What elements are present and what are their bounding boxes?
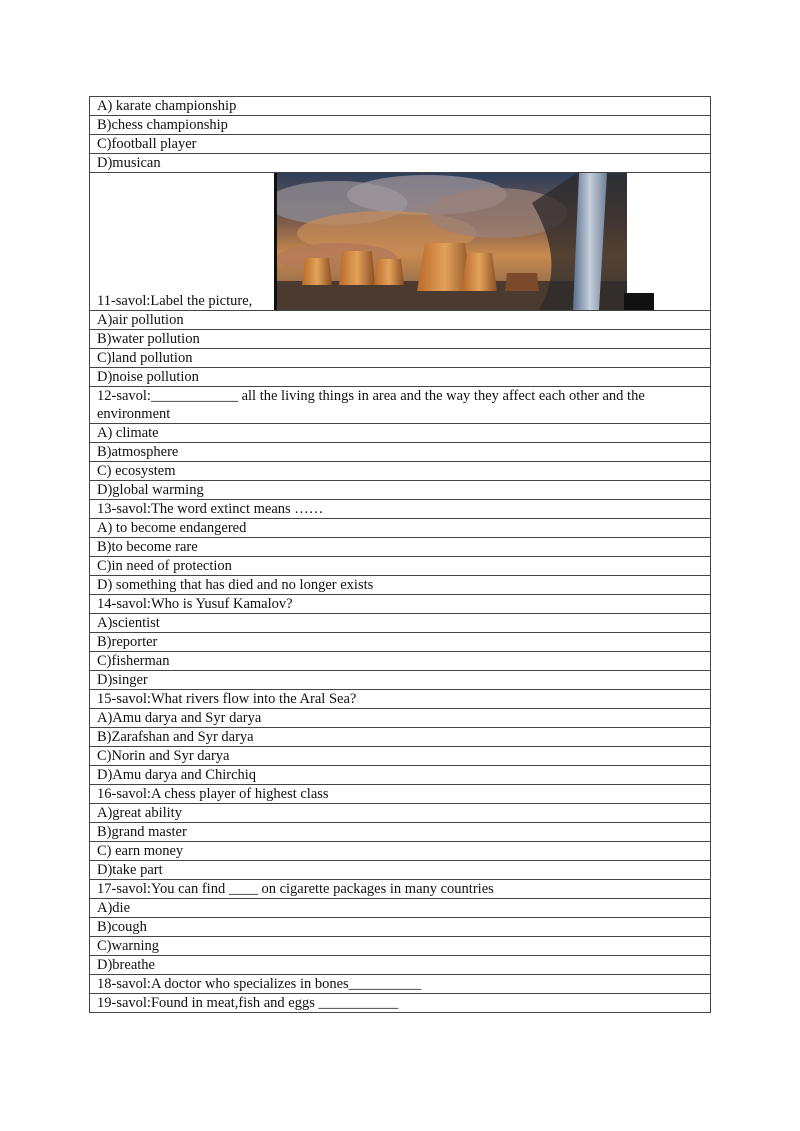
table-row bbox=[90, 595, 711, 614]
table-row bbox=[90, 709, 711, 728]
table-row bbox=[90, 785, 711, 804]
table-row bbox=[90, 173, 711, 311]
table-row bbox=[90, 97, 711, 116]
table-row bbox=[90, 671, 711, 690]
table-row bbox=[90, 842, 711, 861]
table-row bbox=[90, 956, 711, 975]
table-row bbox=[90, 861, 711, 880]
table-row bbox=[90, 975, 711, 994]
table-row bbox=[90, 349, 711, 368]
table-row bbox=[90, 728, 711, 747]
table-row bbox=[90, 880, 711, 899]
answer-option: C)warning bbox=[90, 937, 711, 956]
table-row bbox=[90, 823, 711, 842]
table-row bbox=[90, 937, 711, 956]
answer-option: B)to become rare bbox=[90, 538, 711, 557]
answer-option: B)atmosphere bbox=[90, 443, 711, 462]
table-row bbox=[90, 538, 711, 557]
table-row bbox=[90, 154, 711, 173]
answer-option: B)grand master bbox=[90, 823, 711, 842]
table-row bbox=[90, 462, 711, 481]
answer-option: A)scientist bbox=[90, 614, 711, 633]
answer-option: D)musican bbox=[90, 154, 711, 173]
answer-option: B)chess championship bbox=[90, 116, 711, 135]
question-text: 17-savol:You can find ____ on cigarette packages in many countries bbox=[90, 880, 711, 899]
table-row bbox=[90, 481, 711, 500]
table-row bbox=[90, 519, 711, 538]
table-row bbox=[90, 633, 711, 652]
table-row bbox=[90, 576, 711, 595]
question-text: 16-savol:A chess player of highest class bbox=[90, 785, 711, 804]
table-row bbox=[90, 614, 711, 633]
table-row bbox=[90, 135, 711, 154]
answer-option: D)breathe bbox=[90, 956, 711, 975]
question-text: 18-savol:A doctor who specializes in bones__________ bbox=[90, 975, 711, 994]
question-text: 13-savol:The word extinct means …… bbox=[90, 500, 711, 519]
table-row bbox=[90, 766, 711, 785]
answer-option: C) ecosystem bbox=[90, 462, 711, 481]
pollution-photo bbox=[274, 173, 627, 310]
answer-option: D)global warming bbox=[90, 481, 711, 500]
answer-option: C)in need of protection bbox=[90, 557, 711, 576]
table-row bbox=[90, 330, 711, 349]
question-text: 15-savol:What rivers flow into the Aral Sea? bbox=[90, 690, 711, 709]
answer-option: A) karate championship bbox=[90, 97, 711, 116]
table-row bbox=[90, 368, 711, 387]
answer-option: A)air pollution bbox=[90, 311, 711, 330]
table-row bbox=[90, 918, 711, 937]
answer-option: D)noise pollution bbox=[90, 368, 711, 387]
answer-option: D)singer bbox=[90, 671, 711, 690]
table-row bbox=[90, 116, 711, 135]
answer-option: C)football player bbox=[90, 135, 711, 154]
redaction-box bbox=[624, 293, 654, 310]
table-row bbox=[90, 500, 711, 519]
answer-option: A) to become endangered bbox=[90, 519, 711, 538]
answer-option: D)take part bbox=[90, 861, 711, 880]
quiz-table-body bbox=[90, 97, 711, 1013]
answer-option: A)great ability bbox=[90, 804, 711, 823]
answer-option: D)Amu darya and Chirchiq bbox=[90, 766, 711, 785]
table-row bbox=[90, 804, 711, 823]
answer-option: C)Norin and Syr darya bbox=[90, 747, 711, 766]
answer-option: A)Amu darya and Syr darya bbox=[90, 709, 711, 728]
table-row bbox=[90, 899, 711, 918]
table-row bbox=[90, 747, 711, 766]
answer-option: B)water pollution bbox=[90, 330, 711, 349]
table-row bbox=[90, 690, 711, 709]
table-row bbox=[90, 994, 711, 1013]
question-text: 19-savol:Found in meat,fish and eggs ___________ bbox=[90, 994, 711, 1013]
question-11-image-cell bbox=[90, 173, 711, 311]
table-row bbox=[90, 652, 711, 671]
table-row bbox=[90, 424, 711, 443]
answer-option: B)cough bbox=[90, 918, 711, 937]
question-text: 14-savol:Who is Yusuf Kamalov? bbox=[90, 595, 711, 614]
answer-option: D) something that has died and no longer exists bbox=[90, 576, 711, 595]
question-text: 12-savol:____________ all the living things in area and the way they affect each other and the environment bbox=[90, 387, 711, 424]
table-row bbox=[90, 311, 711, 330]
answer-option: C)fisherman bbox=[90, 652, 711, 671]
question-11-label: 11-savol:Label the picture, bbox=[97, 293, 253, 309]
table-row bbox=[90, 387, 711, 424]
quiz-table bbox=[89, 96, 711, 1013]
answer-option: B)Zarafshan and Syr darya bbox=[90, 728, 711, 747]
answer-option: A) climate bbox=[90, 424, 711, 443]
answer-option: C) earn money bbox=[90, 842, 711, 861]
table-row bbox=[90, 443, 711, 462]
answer-option: A)die bbox=[90, 899, 711, 918]
answer-option: B)reporter bbox=[90, 633, 711, 652]
answer-option: C)land pollution bbox=[90, 349, 711, 368]
table-row bbox=[90, 557, 711, 576]
